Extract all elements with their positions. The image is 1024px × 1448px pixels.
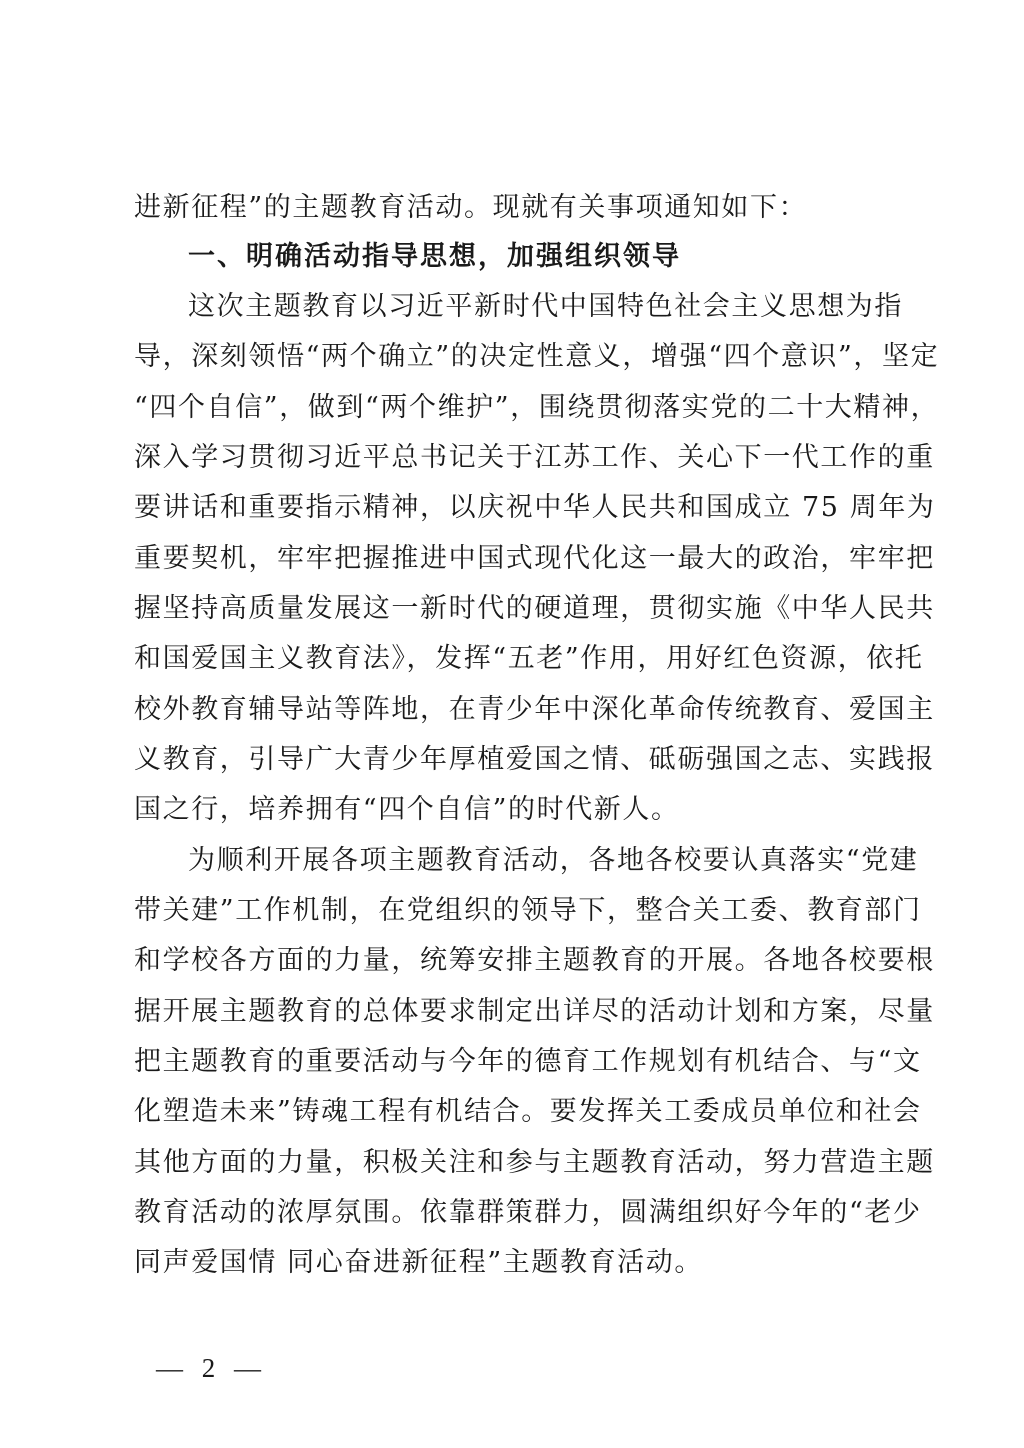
body-line: 和国爱国主义教育法》，发挥“五老”作用，用好红色资源，依托 — [134, 643, 924, 674]
body-line: 为顺利开展各项主题教育活动，各地各校要认真落实“党建 — [188, 845, 919, 876]
body-line: 把主题教育的重要活动与今年的德育工作规划有机结合、与“文 — [134, 1046, 922, 1077]
body-line: 进新征程”的主题教育活动。现就有关事项通知如下： — [134, 192, 808, 223]
page-number: — 2 — — [156, 1353, 267, 1383]
body-line: 化塑造未来”铸魂工程有机结合。要发挥关工委成员单位和社会 — [134, 1096, 922, 1127]
section-heading: 一、明确活动指导思想，加强组织领导 — [188, 241, 681, 272]
body-line: 握坚持高质量发展这一新时代的硬道理，贯彻实施《中华人民共 — [134, 593, 935, 624]
body-line: 义教育，引导广大青少年厚植爱国之情、砥砺强国之志、实践报 — [134, 744, 935, 775]
body-line: 教育活动的浓厚氛围。依靠群策群力，圆满组织好今年的“老少 — [134, 1197, 922, 1228]
body-line: 导，深刻领悟“两个确立”的决定性意义，增强“四个意识”，坚定 — [134, 341, 940, 372]
body-line: 带关建”工作机制，在党组织的领导下，整合关工委、教育部门 — [134, 895, 922, 926]
body-line: 重要契机，牢牢把握推进中国式现代化这一最大的政治，牢牢把 — [134, 543, 935, 574]
body-line: 校外教育辅导站等阵地，在青少年中深化革命传统教育、爱国主 — [134, 694, 935, 725]
body-line: 同声爱国情 同心奋进新征程”主题教育活动。 — [134, 1247, 703, 1278]
body-line: 据开展主题教育的总体要求制定出详尽的活动计划和方案，尽量 — [134, 996, 935, 1027]
body-line: “四个自信”，做到“两个维护”，围绕贯彻落实党的二十大精神， — [134, 392, 940, 423]
body-line: 深入学习贯彻习近平总书记关于江苏工作、关心下一代工作的重 — [134, 442, 935, 473]
body-line: 其他方面的力量，积极关注和参与主题教育活动，努力营造主题 — [134, 1147, 935, 1178]
body-line: 国之行，培养拥有“四个自信”的时代新人。 — [134, 794, 680, 825]
body-line: 这次主题教育以习近平新时代中国特色社会主义思想为指 — [188, 291, 903, 322]
body-line: 和学校各方面的力量，统筹安排主题教育的开展。各地各校要根 — [134, 945, 935, 976]
body-line: 要讲话和重要指示精神，以庆祝中华人民共和国成立 75 周年为 — [134, 492, 936, 523]
